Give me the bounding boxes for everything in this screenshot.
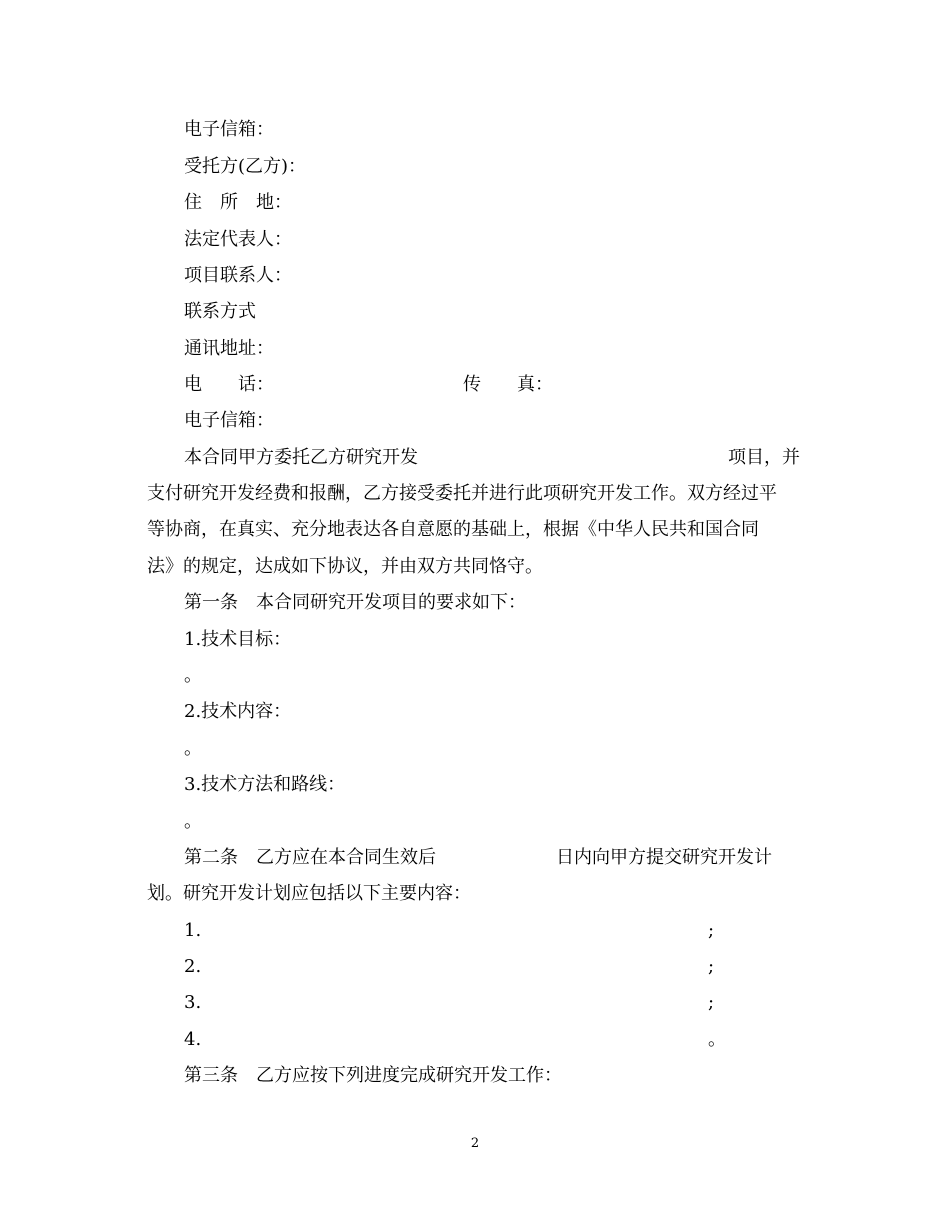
intro-paragraph-line-4: 法》的规定，达成如下协议，并由双方共同恪守。 — [147, 556, 543, 577]
project-contact-label: 项目联系人： — [184, 265, 292, 286]
article-2-line-2: 划。研究开发计划应包括以下主要内容： — [147, 883, 471, 904]
plan-item-3: 3. — [184, 992, 202, 1013]
intro-paragraph-line-2: 支付研究开发经费和报酬，乙方接受委托并进行此项研究开发工作。双方经过平 — [147, 483, 777, 504]
intro-paragraph-line-3: 等协商，在真实、充分地表达各自意愿的基础上，根据《中华人民共和国合同 — [147, 519, 759, 540]
article-1-heading: 第一条 本合同研究开发项目的要求如下： — [184, 592, 526, 613]
plan-item-4: 4. — [184, 1029, 202, 1050]
tech-goal-label: 1.技术目标： — [184, 629, 292, 650]
tech-method-label: 3.技术方法和路线： — [184, 774, 346, 795]
plan-item-4-end: 。 — [708, 1029, 726, 1050]
tech-method-blank: 。 — [184, 811, 202, 832]
domicile-label: 住 所 地： — [184, 192, 292, 213]
plan-item-3-end: ; — [708, 992, 715, 1013]
tech-content-blank: 。 — [184, 738, 202, 759]
email-label-b: 电子信箱： — [184, 410, 274, 431]
plan-item-2-end: ; — [708, 956, 715, 977]
tech-goal-blank: 。 — [184, 665, 202, 686]
mailing-address-label: 通讯地址： — [184, 338, 274, 359]
tech-content-label: 2.技术内容： — [184, 701, 292, 722]
intro-paragraph-line-1: 本合同甲方委托乙方研究开发 — [184, 447, 418, 468]
intro-project-suffix: 项目，并 — [728, 447, 800, 468]
contact-method-label: 联系方式 — [184, 301, 256, 322]
trustee-label: 受托方(乙方)： — [184, 156, 307, 177]
plan-item-2: 2. — [184, 956, 202, 977]
fax-label: 传 真： — [463, 374, 553, 395]
phone-label: 电 话： — [184, 374, 274, 395]
email-label-a: 电子信箱： — [184, 119, 274, 140]
article-3-heading: 第三条 乙方应按下列进度完成研究开发工作： — [184, 1065, 562, 1086]
article-2-suffix: 日内向甲方提交研究开发计 — [556, 847, 772, 868]
article-2-line-1: 第二条 乙方应在本合同生效后 — [184, 847, 436, 868]
legal-rep-label: 法定代表人： — [184, 229, 292, 250]
plan-item-1-end: ; — [708, 920, 715, 941]
plan-item-1: 1. — [184, 920, 202, 941]
page-number: 2 — [470, 1136, 480, 1151]
